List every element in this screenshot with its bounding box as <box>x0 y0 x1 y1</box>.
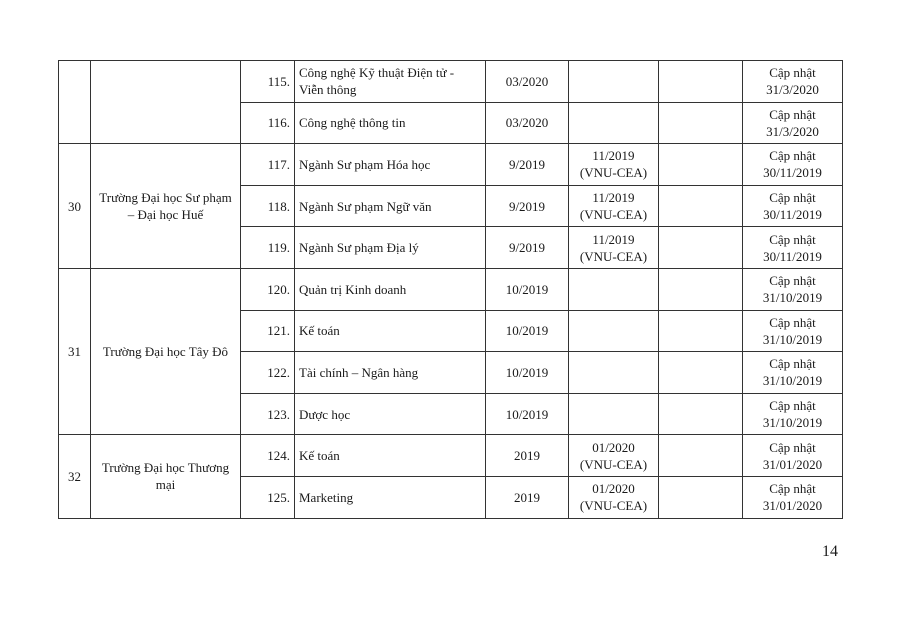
date-cell: 9/2019 <box>486 185 569 227</box>
date-cell: 10/2019 <box>486 310 569 352</box>
extra-cell <box>659 102 743 144</box>
extra-cell <box>659 61 743 103</box>
extra-cell <box>659 268 743 310</box>
school-cell: Trường Đại học Tây Đô <box>91 268 241 434</box>
accreditation-table <box>58 60 843 519</box>
table-row <box>59 61 843 103</box>
accreditation-cell-line: (VNU-CEA) <box>579 498 648 514</box>
program-number-cell: 115. <box>241 61 295 103</box>
note-cell-line: Cập nhật <box>769 273 816 289</box>
program-number-cell: 118. <box>241 185 295 227</box>
program-number-cell: 122. <box>241 352 295 394</box>
accreditation-cell <box>569 476 659 518</box>
note-cell <box>743 61 843 103</box>
table-body <box>59 61 843 519</box>
program-number-cell: 121. <box>241 310 295 352</box>
program-name-cell: Kế toán <box>295 310 486 352</box>
extra-cell <box>659 435 743 477</box>
note-cell-line: 30/11/2019 <box>763 207 822 223</box>
date-cell: 10/2019 <box>486 393 569 435</box>
note-cell-line: 31/10/2019 <box>762 415 823 431</box>
date-cell: 03/2020 <box>486 61 569 103</box>
date-cell: 03/2020 <box>486 102 569 144</box>
program-name-cell: Ngành Sư phạm Hóa học <box>295 144 486 186</box>
program-name-cell: Tài chính – Ngân hàng <box>295 352 486 394</box>
extra-cell <box>659 185 743 227</box>
note-cell-line: Cập nhật <box>769 106 816 122</box>
stt-cell <box>59 61 91 144</box>
note-cell <box>743 310 843 352</box>
note-cell-line: 30/11/2019 <box>763 165 822 181</box>
table-row <box>59 144 843 186</box>
date-cell: 2019 <box>486 435 569 477</box>
program-number-cell: 120. <box>241 268 295 310</box>
program-number-cell: 119. <box>241 227 295 269</box>
note-cell <box>743 435 843 477</box>
extra-cell <box>659 310 743 352</box>
accreditation-cell <box>569 102 659 144</box>
stt-cell: 30 <box>59 144 91 269</box>
table-row <box>59 435 843 477</box>
accreditation-cell <box>569 352 659 394</box>
note-cell <box>743 393 843 435</box>
extra-cell <box>659 144 743 186</box>
accreditation-cell-line: 11/2019 <box>592 148 635 164</box>
program-number-cell: 124. <box>241 435 295 477</box>
note-cell-line: Cập nhật <box>769 356 816 372</box>
extra-cell <box>659 227 743 269</box>
note-cell-line: 31/01/2020 <box>762 498 823 514</box>
school-cell: Trường Đại học Thương mại <box>91 435 241 518</box>
note-cell <box>743 102 843 144</box>
note-cell-line: 31/10/2019 <box>762 331 823 347</box>
note-cell-line: Cập nhật <box>769 231 816 247</box>
note-cell-line: Cập nhật <box>769 481 816 497</box>
accreditation-cell <box>569 61 659 103</box>
accreditation-cell-line: 01/2020 <box>592 481 635 497</box>
note-cell-line: Cập nhật <box>769 190 816 206</box>
date-cell: 9/2019 <box>486 144 569 186</box>
program-number-cell: 117. <box>241 144 295 186</box>
extra-cell <box>659 352 743 394</box>
program-name-cell: Marketing <box>295 476 486 518</box>
note-cell-line: 31/10/2019 <box>762 290 823 306</box>
note-cell-line: Cập nhật <box>769 398 816 414</box>
note-cell <box>743 227 843 269</box>
program-number-cell: 125. <box>241 476 295 518</box>
accreditation-cell-line: (VNU-CEA) <box>579 456 648 472</box>
program-name-cell: Ngành Sư phạm Ngữ văn <box>295 185 486 227</box>
note-cell <box>743 144 843 186</box>
note-cell-line: Cập nhật <box>769 439 816 455</box>
accreditation-cell <box>569 185 659 227</box>
note-cell-line: 31/3/2020 <box>766 82 819 98</box>
date-cell: 10/2019 <box>486 268 569 310</box>
program-name-cell: Ngành Sư phạm Địa lý <box>295 227 486 269</box>
program-number-cell: 123. <box>241 393 295 435</box>
accreditation-cell-line: (VNU-CEA) <box>579 207 648 223</box>
page-number: 14 <box>822 543 838 560</box>
accreditation-cell <box>569 310 659 352</box>
note-cell-line: Cập nhật <box>769 148 816 164</box>
note-cell <box>743 185 843 227</box>
note-cell-line: 31/01/2020 <box>762 456 823 472</box>
program-number-cell: 116. <box>241 102 295 144</box>
note-cell-line: 31/10/2019 <box>762 373 823 389</box>
accreditation-cell-line: (VNU-CEA) <box>579 248 648 264</box>
extra-cell <box>659 393 743 435</box>
program-name-cell: Công nghệ thông tin <box>295 102 486 144</box>
school-cell: Trường Đại học Sư phạm – Đại học Huế <box>91 144 241 269</box>
table-row <box>59 268 843 310</box>
note-cell <box>743 352 843 394</box>
program-name-cell: Công nghệ Kỹ thuật Điện tử - Viễn thông <box>295 61 486 103</box>
note-cell-line: 31/3/2020 <box>766 123 819 139</box>
note-cell-line: Cập nhật <box>769 314 816 330</box>
date-cell: 2019 <box>486 476 569 518</box>
note-cell <box>743 476 843 518</box>
accreditation-cell <box>569 393 659 435</box>
accreditation-cell-line: 11/2019 <box>592 190 635 206</box>
stt-cell: 32 <box>59 435 91 518</box>
accreditation-cell <box>569 144 659 186</box>
program-name-cell: Dược học <box>295 393 486 435</box>
extra-cell <box>659 476 743 518</box>
date-cell: 10/2019 <box>486 352 569 394</box>
program-name-cell: Quản trị Kinh doanh <box>295 268 486 310</box>
accreditation-cell <box>569 227 659 269</box>
accreditation-cell-line: (VNU-CEA) <box>579 165 648 181</box>
date-cell: 9/2019 <box>486 227 569 269</box>
accreditation-cell <box>569 435 659 477</box>
accreditation-cell <box>569 268 659 310</box>
note-cell-line: 30/11/2019 <box>763 248 822 264</box>
accreditation-cell-line: 01/2020 <box>592 439 635 455</box>
accreditation-cell-line: 11/2019 <box>592 231 635 247</box>
note-cell-line: Cập nhật <box>769 65 816 81</box>
program-name-cell: Kế toán <box>295 435 486 477</box>
note-cell <box>743 268 843 310</box>
stt-cell: 31 <box>59 268 91 434</box>
school-cell <box>91 61 241 144</box>
